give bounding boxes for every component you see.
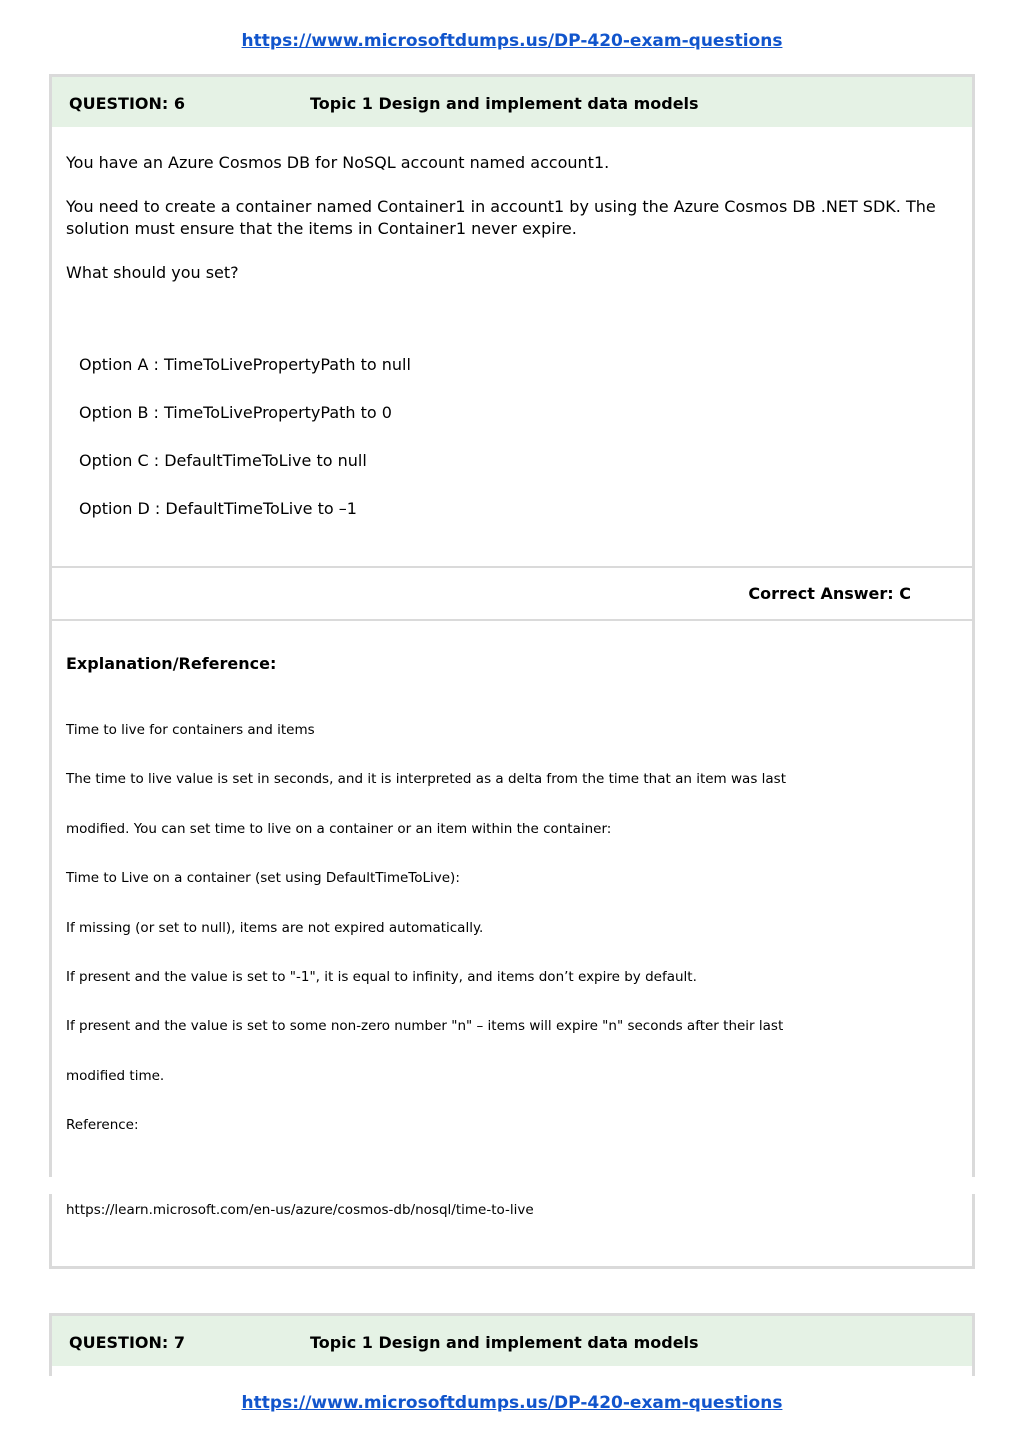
explanation-line: If present and the value is set to "-1", it is equal to infinity, and items don’t expire by default. bbox=[66, 968, 697, 985]
question-number: QUESTION: 6 bbox=[69, 94, 186, 113]
option-a: Option A : TimeToLivePropertyPath to null bbox=[79, 355, 411, 374]
stem-line: You need to create a container named Container1 in account1 by using the Azure Cosmos DB .NET SDK. The bbox=[66, 197, 936, 216]
correct-answer: Correct Answer: C bbox=[748, 584, 911, 603]
answer-options bbox=[79, 354, 411, 546]
question-number: QUESTION: 7 bbox=[69, 1333, 186, 1352]
option-d: Option D : DefaultTimeToLive to –1 bbox=[79, 499, 357, 518]
option-b: Option B : TimeToLivePropertyPath to 0 bbox=[79, 403, 392, 422]
question-header bbox=[52, 77, 972, 127]
question-6-card bbox=[49, 74, 975, 1177]
explanation-line: The time to live value is set in seconds, and it is interpreted as a delta from the time that an item was last bbox=[66, 771, 786, 788]
stem-line: What should you set? bbox=[66, 263, 239, 282]
explanation-body bbox=[66, 720, 956, 1165]
divider bbox=[52, 566, 972, 568]
question-6-card-continued bbox=[49, 1194, 975, 1269]
explanation-line: modified time. bbox=[66, 1067, 165, 1084]
stem-line: solution must ensure that the items in Container1 never expire. bbox=[66, 219, 577, 238]
explanation-heading: Explanation/Reference: bbox=[66, 654, 277, 673]
question-7-card bbox=[49, 1313, 975, 1376]
header-link[interactable]: https://www.microsoftdumps.us/DP-420-exam-questions bbox=[241, 31, 783, 51]
stem-line: You have an Azure Cosmos DB for NoSQL account named account1. bbox=[66, 153, 610, 172]
explanation-line: Reference: bbox=[66, 1117, 139, 1134]
question-stem bbox=[66, 152, 966, 284]
explanation-line: Time to Live on a container (set using DefaultTimeToLive): bbox=[66, 870, 460, 887]
question-topic: Topic 1 Design and implement data models bbox=[310, 1333, 699, 1352]
option-c: Option C : DefaultTimeToLive to null bbox=[79, 451, 367, 470]
explanation-line: If missing (or set to null), items are not expired automatically. bbox=[66, 919, 484, 936]
question-topic: Topic 1 Design and implement data models bbox=[310, 94, 699, 113]
reference-url[interactable]: https://learn.microsoft.com/en-us/azure/cosmos-db/nosql/time-to-live bbox=[66, 1202, 534, 1218]
explanation-line: If present and the value is set to some non-zero number "n" – items will expire "n" seconds after their last bbox=[66, 1018, 784, 1035]
question-header bbox=[52, 1316, 972, 1366]
explanation-line: Time to live for containers and items bbox=[66, 722, 315, 738]
divider bbox=[52, 619, 972, 621]
explanation-line: modified. You can set time to live on a container or an item within the container: bbox=[66, 820, 612, 837]
footer-link[interactable]: https://www.microsoftdumps.us/DP-420-exam-questions bbox=[241, 1393, 783, 1413]
